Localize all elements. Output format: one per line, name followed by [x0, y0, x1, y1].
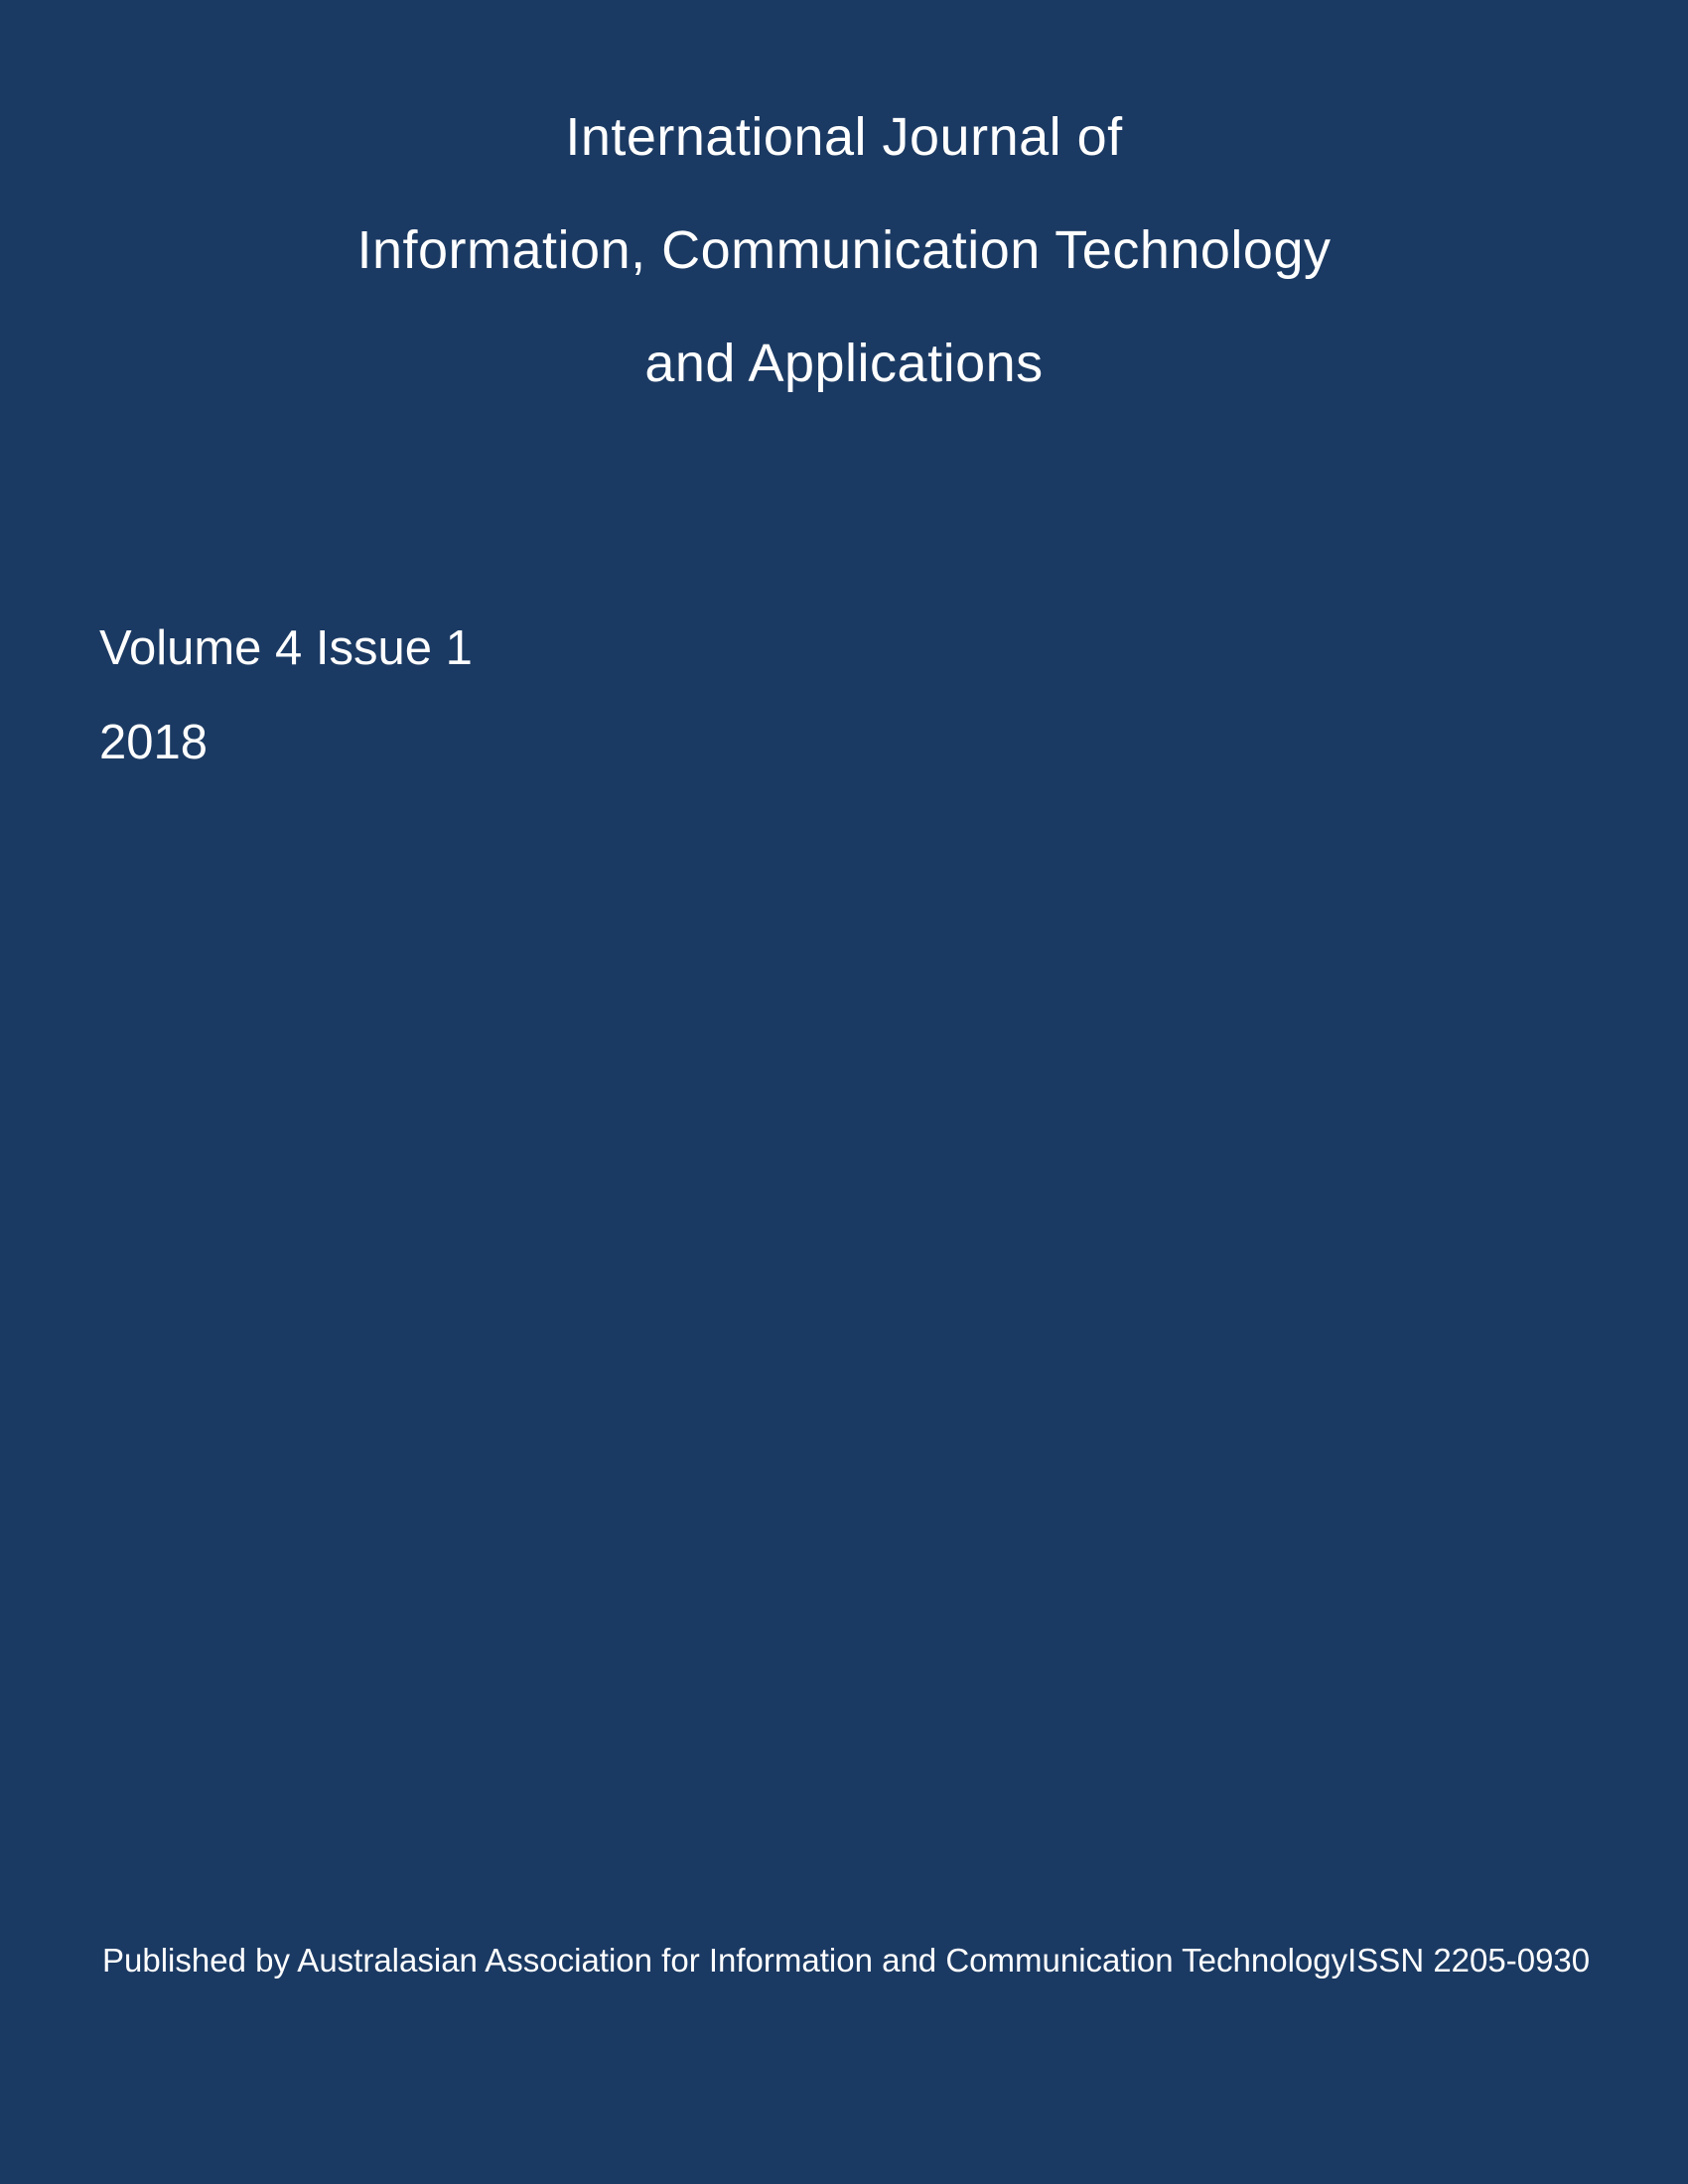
issn-label: ISSN 2205-0930: [1347, 1942, 1591, 1979]
journal-title-line-3: and Applications: [644, 334, 1044, 393]
journal-title-line-1: International Journal of: [565, 107, 1123, 167]
journal-title-line-2: Information, Communication Technology: [356, 220, 1332, 280]
journal-title: [0, 80, 1688, 420]
issue-info: [99, 602, 473, 790]
publisher-statement: Published by Australasian Association for Information and Communication Technology: [102, 1942, 1348, 1979]
volume-issue-label: Volume 4 Issue 1: [99, 621, 473, 675]
footer: [102, 1942, 1591, 1979]
year-label: 2018: [99, 716, 209, 769]
